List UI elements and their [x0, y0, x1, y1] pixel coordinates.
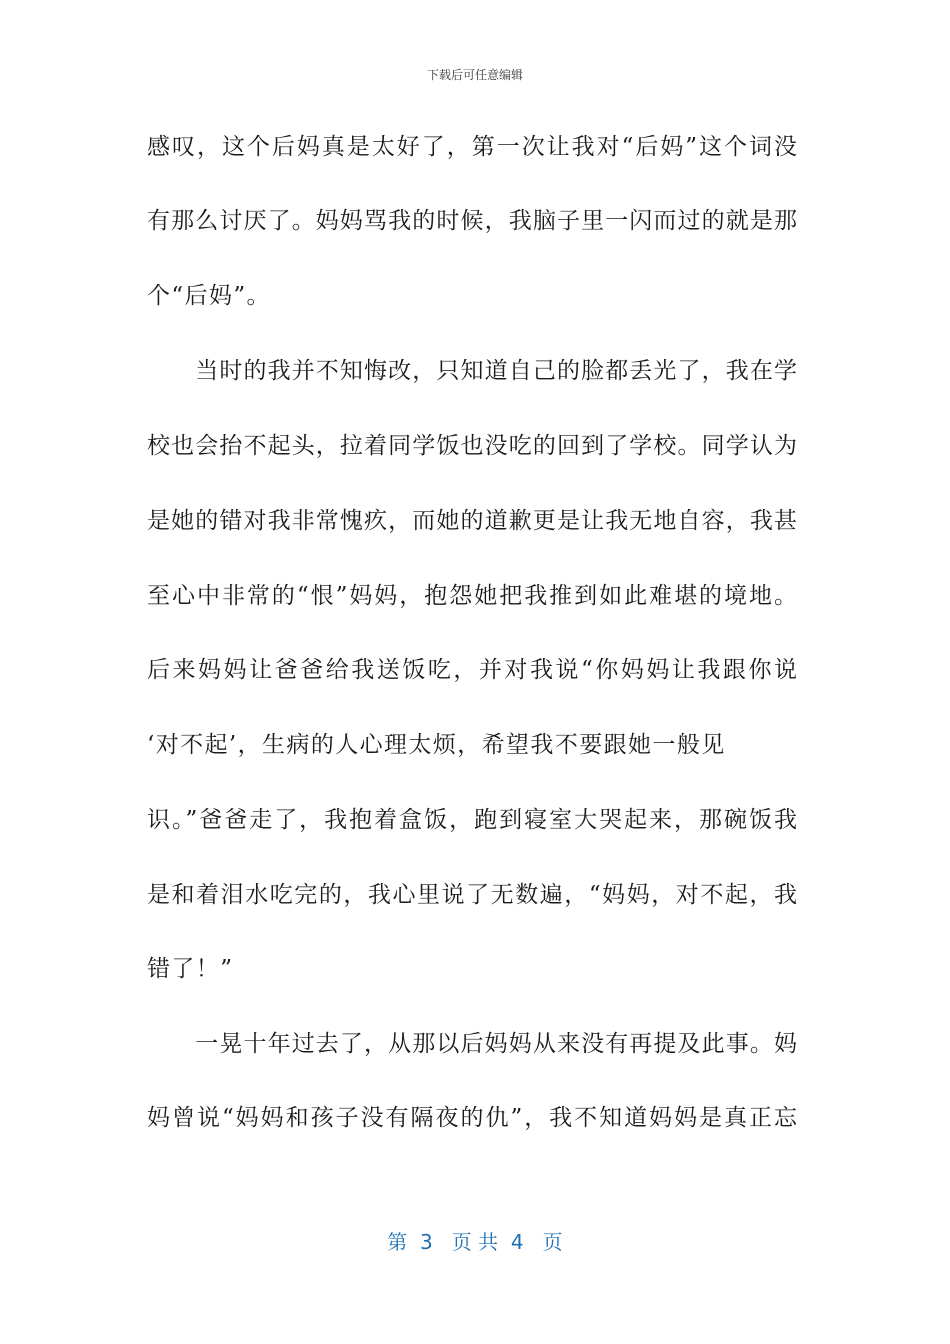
text-line: 妈曾说“妈妈和孩子没有隔夜的仇”，我不知道妈妈是真正忘: [147, 1105, 797, 1131]
text-line: 后来妈妈让爸爸给我送饭吃，并对我说“你妈妈让我跟你说: [147, 657, 797, 683]
text-line: 校也会抬不起头，拉着同学饭也没吃的回到了学校。同学认为: [147, 433, 797, 459]
text-line: 一晃十年过去了，从那以后妈妈从来没有再提及此事。妈: [147, 1031, 797, 1057]
text-line: 个“后妈”。: [147, 283, 271, 309]
text-line: 感叹，这个后妈真是太好了，第一次让我对“后妈”这个词没: [147, 134, 797, 160]
text-line: 有那么讨厌了。妈妈骂我的时候，我脑子里一闪而过的就是那: [147, 208, 797, 234]
text-line: ‘对不起’，生病的人心理太烦，希望我不要跟她一般见: [147, 732, 726, 758]
text-line: 至心中非常的“恨”妈妈，抱怨她把我推到如此难堪的境地。: [147, 583, 797, 609]
page-footer: 第 3 页 共 4 页: [387, 1230, 563, 1254]
text-line: 是和着泪水吃完的，我心里说了无数遍，“妈妈，对不起，我: [147, 882, 797, 908]
text-line: 当时的我并不知悔改，只知道自己的脸都丢光了，我在学: [147, 358, 797, 384]
text-line: 识。”爸爸走了，我抱着盒饭，跑到寝室大哭起来，那碗饭我: [147, 807, 797, 833]
text-line: 是她的错对我非常愧疚，而她的道歉更是让我无地自容，我甚: [147, 508, 797, 534]
text-line: 错了！”: [147, 956, 234, 982]
page-header: 下载后可任意编辑: [426, 68, 523, 82]
